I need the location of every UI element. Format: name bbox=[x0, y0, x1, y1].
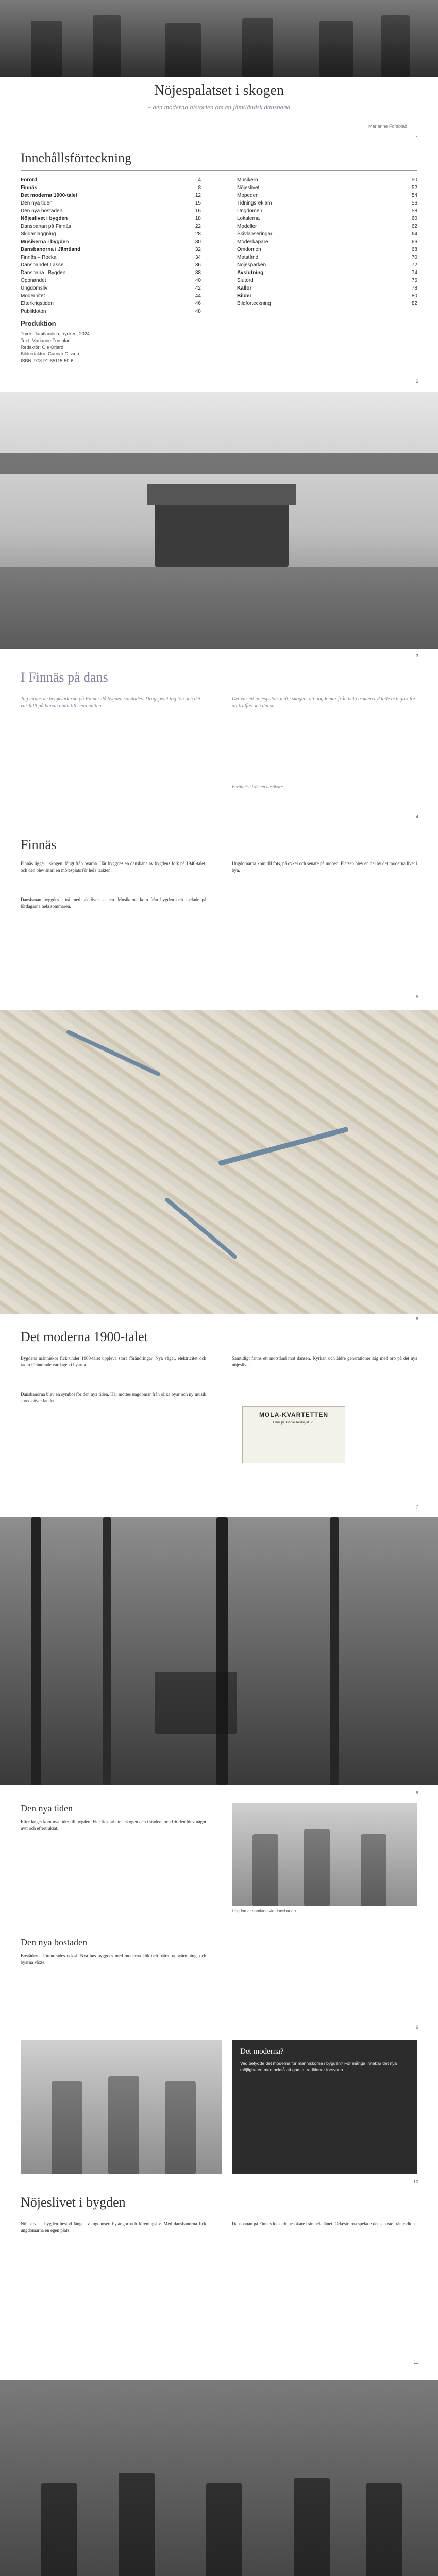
dancing-photo bbox=[0, 2380, 438, 2576]
body-paragraph: Dansbanorna blev en symbol för den nya tiden. Här möttes ungdomar från olika byar och ny musik spreds över landet. bbox=[21, 1392, 206, 1403]
toc-entry-page: 80 bbox=[411, 293, 417, 299]
toc-entry[interactable] bbox=[21, 176, 201, 184]
section-heading: Det moderna 1900-talet bbox=[21, 1329, 148, 1344]
toc-entry-page: 56 bbox=[411, 200, 417, 206]
toc-entry[interactable] bbox=[21, 308, 201, 315]
toc-entry[interactable] bbox=[237, 292, 417, 300]
quote-left: Jag minns de helgkvällarna på Finnäs då bygden samlades. Dragspelet tog ton och det var fullt på banan ända till sena natten. bbox=[21, 696, 200, 709]
toc-right-column bbox=[237, 176, 417, 308]
toc-entry-page: 28 bbox=[195, 231, 201, 237]
toc-entry-label: Modeller bbox=[237, 224, 257, 229]
cover-title: Nöjespalatset i skogen bbox=[154, 82, 284, 98]
section-heading: Finnäs bbox=[21, 837, 57, 852]
body-paragraph: Bygdens människor fick under 1900-talet uppleva stora förändringar. Nya vägar, elektricitet och radio förändrade vardagen i byarna. bbox=[21, 1355, 206, 1367]
toc-entry-label: Modeskapare bbox=[237, 239, 268, 245]
sidebar-box bbox=[232, 2040, 417, 2174]
toc-entry[interactable] bbox=[237, 269, 417, 277]
toc-entry-page: 42 bbox=[195, 285, 201, 291]
sidebar-text: Vad betydde det moderna för människorna i bygden? För många innebar det nya möjligheter, men också att gamla traditioner försvann. bbox=[240, 2061, 397, 2072]
body-paragraph: Efter kriget kom nya tider till bygden. Fler fick arbete i skogen och i staden, och fritiden blev något nytt och eftertraktat. bbox=[21, 1819, 206, 1831]
toc-heading: Innehållsförteckning bbox=[21, 150, 132, 165]
toc-entry[interactable] bbox=[237, 192, 417, 199]
toc-entry-label: Dansbanorna i Jämtland bbox=[21, 247, 81, 252]
toc-entry-label: Slutord bbox=[237, 278, 254, 283]
toc-entry-page: 38 bbox=[195, 270, 201, 276]
cottage-photo bbox=[0, 392, 438, 649]
toc-entry-page: 36 bbox=[195, 262, 201, 268]
toc-entry[interactable] bbox=[21, 207, 201, 215]
toc-entry[interactable] bbox=[21, 261, 201, 269]
toc-entry-label: Öppnandet bbox=[21, 278, 46, 283]
toc-entry[interactable] bbox=[237, 300, 417, 308]
toc-entry-label: Tidningsreklam bbox=[237, 200, 272, 206]
toc-entry[interactable] bbox=[237, 230, 417, 238]
body-paragraph: Dansbanan byggdes i trä med tak över scenen. Musikerna kom från bygden och spelade på lördagarna hela sommaren. bbox=[21, 897, 206, 909]
toc-entry-page: 4 bbox=[198, 177, 201, 183]
toc-entry[interactable] bbox=[237, 215, 417, 223]
production-line: Bildredaktör: Gunnar Olsson bbox=[21, 351, 79, 357]
cover-photo bbox=[0, 0, 438, 77]
toc-entry-label: Efterkrigstiden bbox=[21, 301, 54, 307]
toc-entry-label: Finnäs bbox=[21, 185, 38, 191]
toc-entry-page: 62 bbox=[411, 224, 417, 229]
body-paragraph: Dansbanan på Finnäs lockade besökare från hela länet. Orkestrarna spelade det senaste från radion. bbox=[232, 2221, 416, 2226]
toc-entry-page: 66 bbox=[411, 239, 417, 245]
toc-entry[interactable] bbox=[237, 223, 417, 230]
toc-entry-page: 8 bbox=[198, 185, 201, 191]
toc-entry-label: Lokalerna bbox=[237, 216, 260, 222]
toc-entry-page: 16 bbox=[195, 208, 201, 214]
toc-entry-label: Avslutning bbox=[237, 270, 264, 276]
toc-entry-label: Modernitet bbox=[21, 293, 45, 299]
page-number: 9 bbox=[415, 2025, 418, 2030]
toc-entry-page: 64 bbox=[411, 231, 417, 237]
toc-entry[interactable] bbox=[237, 176, 417, 184]
toc-entry-page: 78 bbox=[411, 285, 417, 291]
toc-entry-label: Det moderna 1900-talet bbox=[21, 193, 78, 198]
page-number: 11 bbox=[413, 2360, 418, 2365]
toc-entry[interactable] bbox=[21, 223, 201, 230]
toc-entry-label: Nöjesparken bbox=[237, 262, 266, 268]
toc-entry-page: 70 bbox=[411, 255, 417, 260]
production-heading: Produktion bbox=[21, 319, 56, 327]
cover-author: Marianne Forsblad bbox=[368, 124, 407, 129]
toc-entry-page: 40 bbox=[195, 278, 201, 283]
toc-entry-label: Musikern bbox=[237, 177, 258, 183]
youth-photo bbox=[232, 1803, 417, 1906]
toc-entry-page: 76 bbox=[411, 278, 417, 283]
toc-entry-page: 74 bbox=[411, 270, 417, 276]
toc-entry-label: Musikerna i bygden bbox=[21, 239, 69, 245]
toc-entry[interactable] bbox=[237, 184, 417, 192]
toc-entry[interactable] bbox=[237, 261, 417, 269]
toc-entry-label: Ungdomen bbox=[237, 208, 262, 214]
section-heading: I Finnäs på dans bbox=[21, 670, 108, 685]
toc-entry-label: Publikfoton bbox=[21, 309, 46, 314]
toc-entry-label: Bilder bbox=[237, 293, 252, 299]
toc-entry-page: 32 bbox=[195, 247, 201, 252]
page-number: 8 bbox=[415, 1790, 418, 1795]
page-number: 3 bbox=[415, 653, 418, 658]
production-list bbox=[21, 331, 90, 364]
divider bbox=[21, 170, 417, 171]
toc-entry-label: Källor bbox=[237, 285, 252, 291]
production-line: Text: Marianne Forsblad bbox=[21, 338, 71, 343]
production-line: Tryck: Jamtlandica, tryckeri, 2024 bbox=[21, 331, 90, 336]
toc-entry[interactable] bbox=[21, 284, 201, 292]
toc-entry-label: Bildförteckning bbox=[237, 301, 271, 307]
toc-entry-label: Finnäs – Rocka bbox=[21, 255, 57, 260]
section-heading: Den nya tiden bbox=[21, 1803, 73, 1814]
body-paragraph: Ungdomarna kom till fots, på cykel och senare på moped. Platsen blev en del av det moderna livet i byn. bbox=[232, 861, 417, 873]
page-number: 10 bbox=[413, 2179, 418, 2184]
toc-entry-label: Nöjeslivet i bygden bbox=[21, 216, 68, 222]
clipping-text: Dans på Finnäs lördag kl. 20 bbox=[273, 1420, 315, 1425]
toc-entry[interactable] bbox=[21, 269, 201, 277]
toc-entry-page: 72 bbox=[411, 262, 417, 268]
cover-subtitle: – den moderna historien om en jämtländsk dansbana bbox=[147, 103, 291, 111]
toc-entry[interactable] bbox=[21, 277, 201, 284]
toc-entry[interactable] bbox=[237, 253, 417, 261]
group-photo bbox=[21, 2040, 222, 2174]
map-image bbox=[0, 1010, 438, 1314]
photo-caption: Ungdomar samlade vid dansbanan bbox=[232, 1909, 296, 1913]
page-number: 2 bbox=[415, 379, 418, 384]
toc-entry-page: 15 bbox=[195, 200, 201, 206]
section-heading: Den nya bostaden bbox=[21, 1937, 87, 1947]
toc-entry-label: Motstånd bbox=[237, 255, 259, 260]
toc-entry-page: 12 bbox=[195, 193, 201, 198]
toc-entry[interactable] bbox=[237, 199, 417, 207]
toc-entry-label: Ungdomsliv bbox=[21, 285, 48, 291]
page-number: 1 bbox=[415, 135, 418, 140]
body-paragraph: Samtidigt fanns ett motstånd mot dansen. Kyrkan och äldre generationer såg med oro på det nya nöjeslivet. bbox=[232, 1355, 417, 1367]
toc-entry[interactable] bbox=[21, 184, 201, 192]
quote-source: Berättelse från en besökare bbox=[232, 784, 283, 789]
toc-entry-label: Dansbandet Lasse bbox=[21, 262, 64, 268]
toc-entry[interactable] bbox=[237, 277, 417, 284]
toc-entry[interactable] bbox=[237, 207, 417, 215]
toc-entry-page: 68 bbox=[411, 247, 417, 252]
toc-entry[interactable] bbox=[21, 246, 201, 253]
production-line: ISBN: 978-91-85115-50-6 bbox=[21, 358, 74, 363]
toc-entry-label: Den nya tiden bbox=[21, 200, 53, 206]
page-number: 5 bbox=[415, 994, 418, 999]
toc-entry[interactable] bbox=[21, 230, 201, 238]
toc-entry-page: 46 bbox=[195, 301, 201, 307]
toc-entry-label: Skidanläggning bbox=[21, 231, 56, 237]
sidebar-heading: Det moderna? bbox=[240, 2047, 284, 2056]
production-line: Redaktör: Öie Orjard bbox=[21, 345, 64, 350]
toc-entry[interactable] bbox=[21, 238, 201, 246]
toc-entry[interactable] bbox=[21, 199, 201, 207]
toc-entry-label: Förord bbox=[21, 177, 38, 183]
toc-entry-page: 18 bbox=[195, 216, 201, 222]
toc-entry-page: 60 bbox=[411, 216, 417, 222]
toc-entry-page: 34 bbox=[195, 255, 201, 260]
toc-entry-label: Skivlanseringar bbox=[237, 231, 273, 237]
toc-entry[interactable] bbox=[21, 300, 201, 308]
toc-entry-label: Dansbana i Bygden bbox=[21, 270, 66, 276]
section-heading: Nöjeslivet i bygden bbox=[21, 2195, 126, 2210]
body-paragraph: Nöjeslivet i bygden bestod länge av logdanser, bystugor och föreningsliv. Med dansbanorna fick ungdomarna en egen plats. bbox=[21, 2221, 206, 2233]
toc-entry[interactable] bbox=[21, 253, 201, 261]
toc-entry-label: Mopeden bbox=[237, 193, 259, 198]
toc-entry-page: 22 bbox=[195, 224, 201, 229]
body-paragraph: Bostäderna förändrades också. Nya hus byggdes med moderna kök och bättre uppvärmning, och byarna växte. bbox=[21, 1953, 206, 1965]
page-number: 4 bbox=[415, 814, 418, 819]
toc-entry[interactable] bbox=[21, 192, 201, 199]
toc-entry-page: 82 bbox=[411, 301, 417, 307]
toc-entry[interactable] bbox=[237, 284, 417, 292]
toc-entry-label: Nöjeslivet bbox=[237, 185, 260, 191]
toc-entry[interactable] bbox=[237, 246, 417, 253]
body-paragraph: Finnäs ligger i skogen, långt från byarna. Här byggdes en dansbana av bygdens folk på 1940-talet, och den blev snart en mötesplats för hela trakten. bbox=[21, 861, 206, 873]
newspaper-clipping bbox=[242, 1406, 345, 1463]
toc-entry-page: 44 bbox=[195, 293, 201, 299]
toc-entry-page: 54 bbox=[411, 193, 417, 198]
toc-entry[interactable] bbox=[21, 292, 201, 300]
toc-left-column bbox=[21, 176, 201, 315]
toc-entry-page: 50 bbox=[411, 177, 417, 183]
quote-right: Det var ett nöjespalats mitt i skogen, dit ungdomar från hela trakten cyklade och gick för att träffas och dansa. bbox=[232, 696, 416, 709]
page-number: 7 bbox=[415, 1504, 418, 1510]
page-number: 6 bbox=[415, 1316, 418, 1321]
clipping-title: MOLA-KVARTETTEN bbox=[259, 1411, 329, 1418]
toc-entry-page: 30 bbox=[195, 239, 201, 245]
forest-photo bbox=[0, 1517, 438, 1785]
toc-entry-label: Den nya bostaden bbox=[21, 208, 63, 214]
toc-entry[interactable] bbox=[21, 215, 201, 223]
toc-entry[interactable] bbox=[237, 238, 417, 246]
toc-entry-page: 48 bbox=[195, 309, 201, 314]
toc-entry-page: 52 bbox=[411, 185, 417, 191]
toc-entry-label: Dansbanan på Finnäs bbox=[21, 224, 71, 229]
toc-entry-page: 58 bbox=[411, 208, 417, 214]
toc-entry-label: Omdömen bbox=[237, 247, 261, 252]
